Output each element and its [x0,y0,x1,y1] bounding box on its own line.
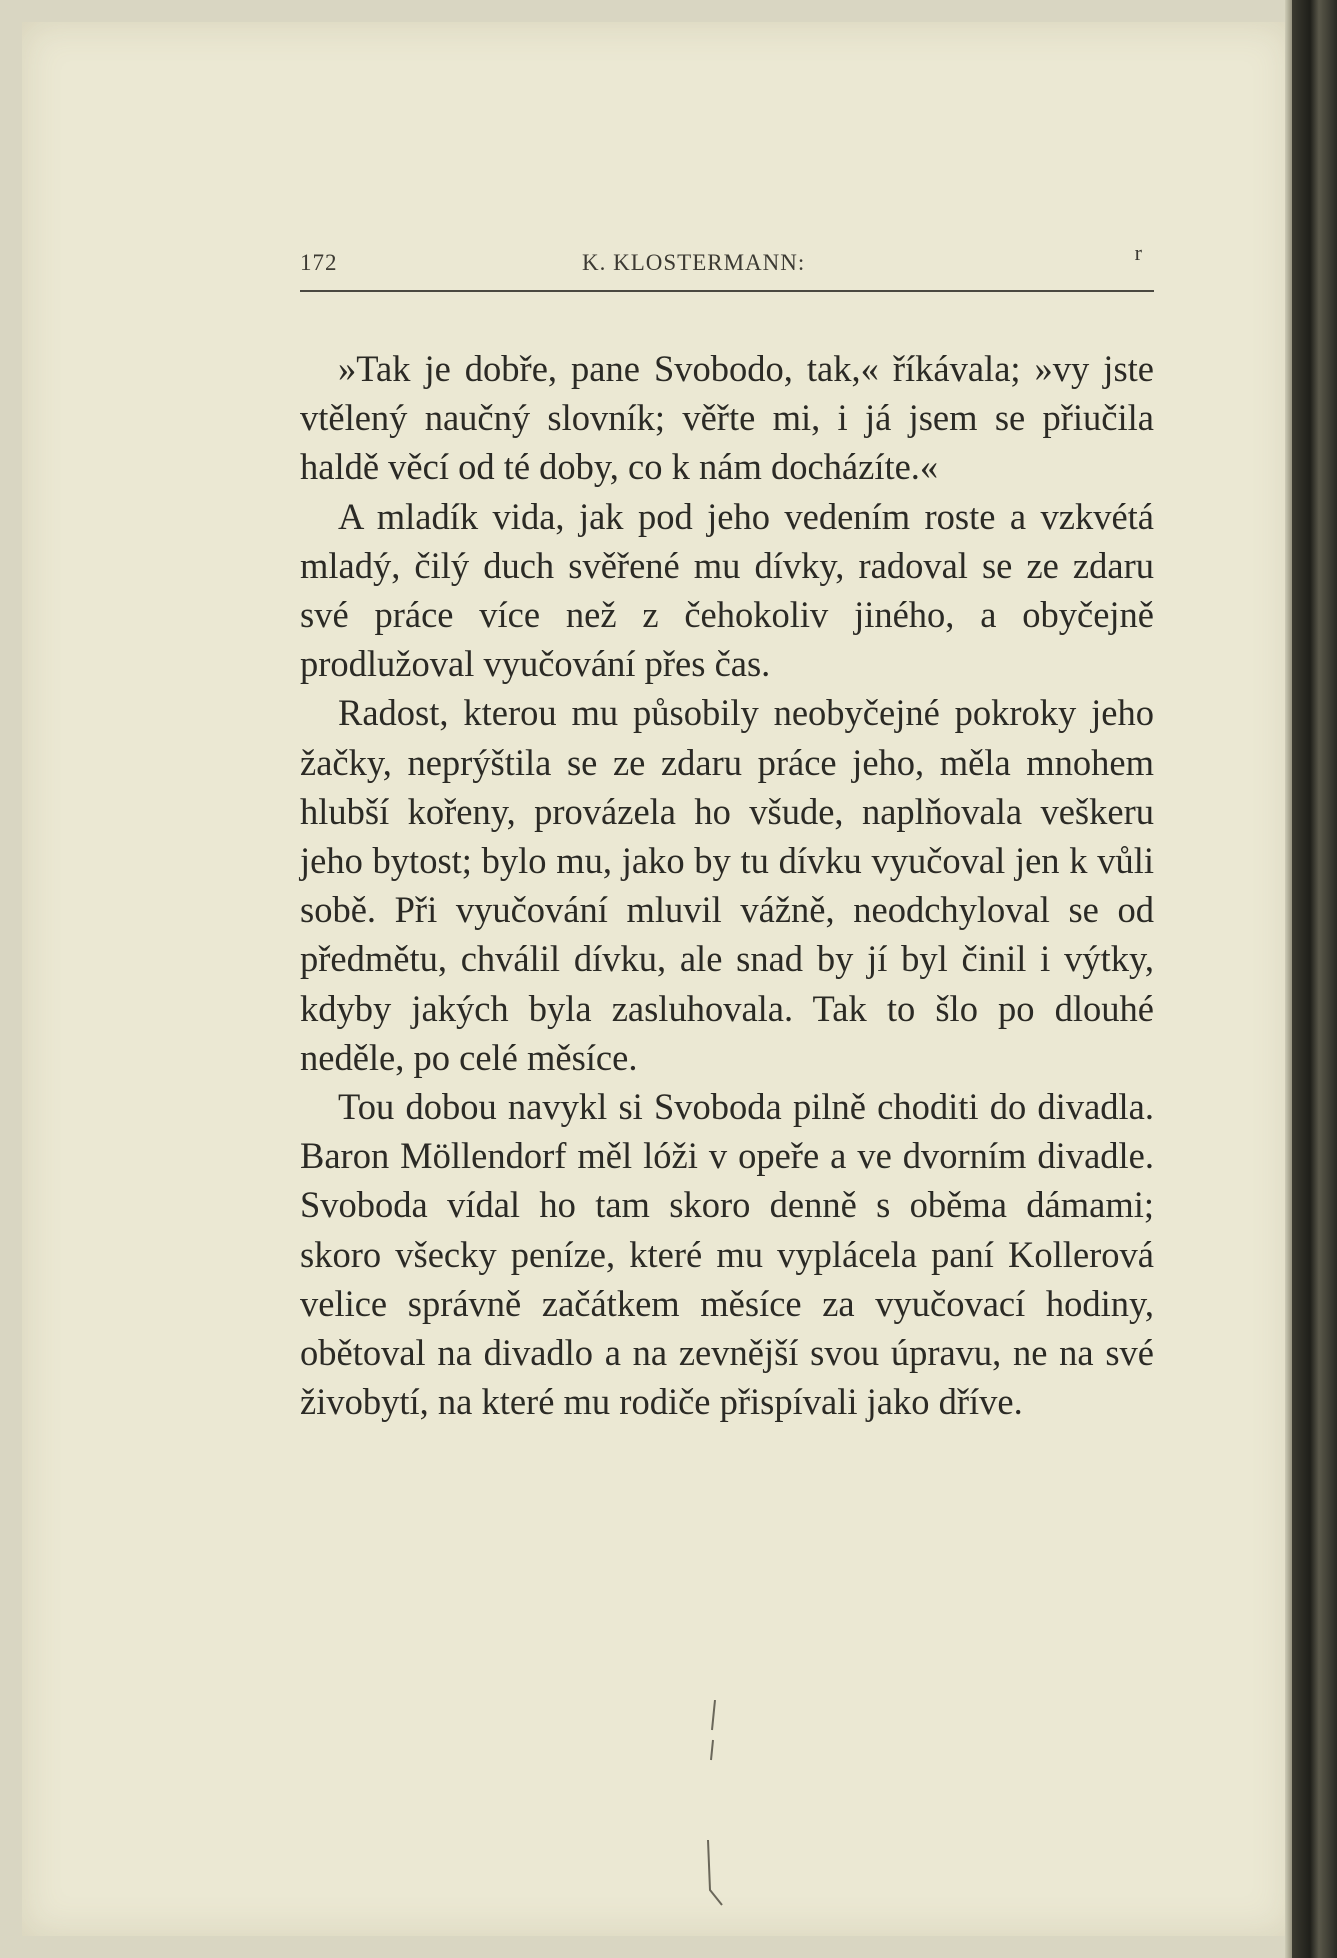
paragraph: Radost, kterou mu působily neobyčejné pokroky jeho žačky, neprýštila se ze zdaru práce jeho, měla mnohem hlubší kořeny, provázela ho všude, naplňovala veškeru jeho bytost; bylo mu, jako by tu dívku vyučoval jen k vůli sobě. Při vyučování mluvil vážně, neodchyloval se od předmětu, chválil dívku, ale snad by jí byl činil i výtky, kdyby jakých byla zasluhovala. Tak to šlo po dlouhé neděle, po celé měsíce. [300,692,1154,1078]
header-rule [300,290,1154,292]
page-number: 172 [300,250,338,275]
page-header [300,240,1155,286]
header-mark: r [1134,240,1143,265]
paragraph: A mladík vida, jak pod jeho vedením roste a vzkvétá mladý, čilý duch svěřené mu dívky, radoval se ze zdaru své práce více než z čehokoliv jiného, a obyčejně prodlužoval vyučování přes čas. [300,495,1154,685]
paragraph: Tou dobou navykl si Svoboda pilně choditi do divadla. Baron Möllendorf měl lóži v opeře a ve dvorním divadle. Svoboda vídal ho tam skoro denně s oběma dámami; skoro všecky peníze, které mu vyplácela paní Kollerová velice správně začátkem měsíce za vyučovací hodiny, obětoval na divadlo a na zevnější svou úpravu, ne na své živobytí, na které mu rodiče přispívali jako dříve. [300,1086,1154,1423]
running-title: K. KLOSTERMANN: [582,250,806,275]
paragraph: »Tak je dobře, pane Svobodo, tak,« říkávala; »vy jste vtělený naučný slovník; věřte mi, i já jsem se přiučila haldě věcí od té doby, co k nám docházíte.« [300,348,1154,488]
book-binding [1292,0,1337,1958]
ink-smudge-icon [700,1700,730,1910]
body-text [300,344,1154,1426]
